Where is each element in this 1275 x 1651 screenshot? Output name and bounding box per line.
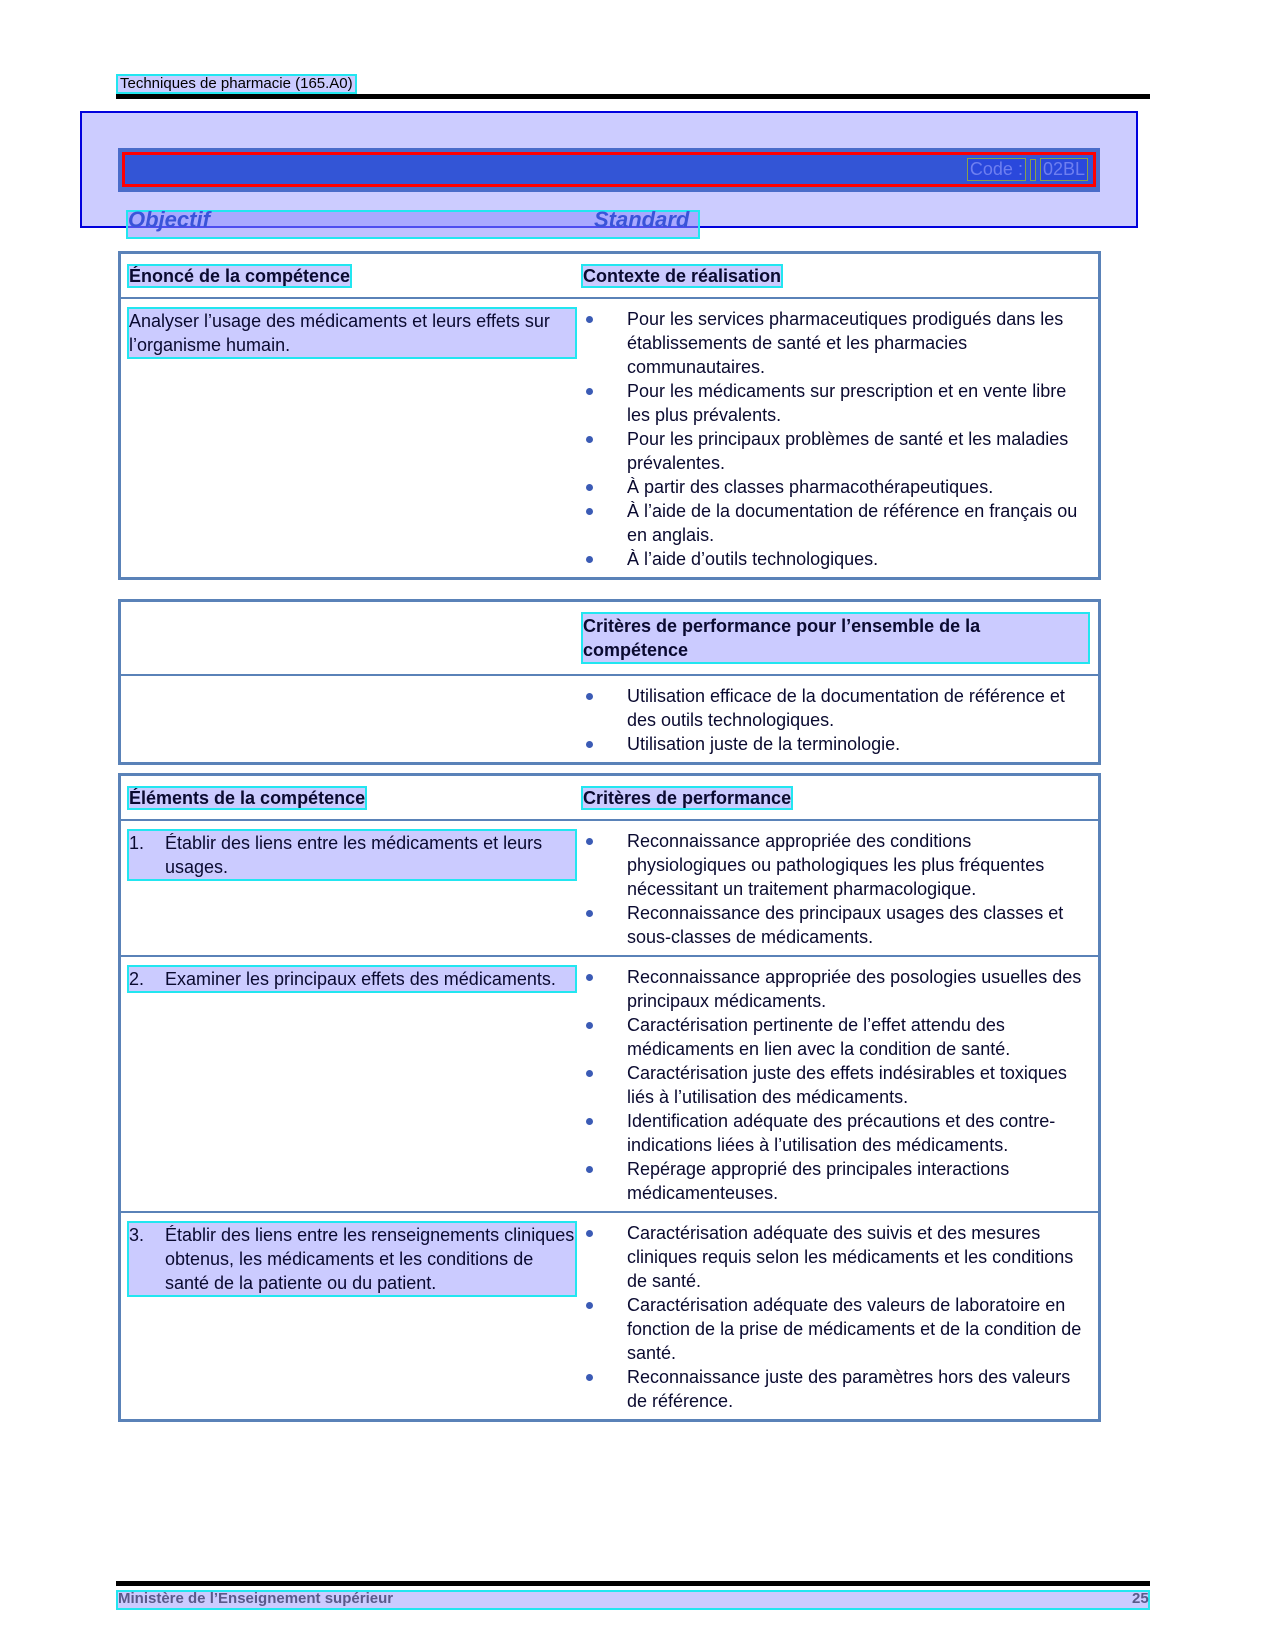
table-row (121, 674, 1098, 762)
footer-ministry: Ministère de l’Enseignement supérieur (118, 1590, 394, 1607)
criteria-list (583, 829, 1088, 949)
element-3 (129, 1223, 575, 1295)
list-item: Pour les services pharmaceutiques prodigués dans les établissements de santé et les pharmacies communautaires. (583, 307, 1088, 379)
elements-table (118, 773, 1101, 1422)
code-value: 02BL (1042, 159, 1085, 179)
list-item: Repérage approprié des principales interactions médicamenteuses. (583, 1157, 1088, 1205)
objective-heading: Objectif (128, 207, 210, 232)
table-row (121, 955, 1098, 1211)
table-row (121, 1211, 1098, 1419)
element-number: 2. (129, 969, 145, 989)
element-2 (129, 967, 575, 991)
element-text: Examiner les principaux effets des médicaments. (165, 969, 556, 989)
footer-rule (116, 1581, 1150, 1586)
program-title: Techniques de pharmacie (165.A0) (120, 75, 353, 92)
list-item: Identification adéquate des précautions et des contre-indications liées à l’utilisation des médicaments. (583, 1109, 1088, 1157)
element-number: 3. (129, 1225, 145, 1245)
list-item: Utilisation juste de la terminologie. (583, 732, 1088, 756)
table-header-row (121, 602, 1098, 674)
element-text: Établir des liens entre les médicaments et leurs usages. (165, 833, 543, 877)
list-item: Caractérisation adéquate des suivis et des mesures cliniques requis selon les médicaments et les conditions de santé. (583, 1221, 1088, 1293)
statement-header: Énoncé de la compétence (129, 266, 351, 286)
competence-table (118, 251, 1101, 580)
context-list (583, 307, 1088, 571)
list-item: Caractérisation adéquate des valeurs de laboratoire en fonction de la prise de médicaments et de la condition de santé. (583, 1293, 1088, 1365)
code-separator (1031, 160, 1035, 180)
code-bar (122, 152, 1096, 187)
element-1 (129, 831, 575, 879)
elements-header: Éléments de la compétence (129, 788, 366, 808)
list-item: Reconnaissance appropriée des conditions physiologiques ou pathologiques les plus fréquentes nécessitant un traitement pharmacologique. (583, 829, 1088, 901)
global-criteria-list (583, 684, 1088, 756)
table-row (121, 297, 1098, 577)
table-row (121, 819, 1098, 955)
list-item: Caractérisation pertinente de l’effet attendu des médicaments en lien avec la condition de santé. (583, 1013, 1088, 1061)
code-field (968, 159, 1087, 180)
context-header: Contexte de réalisation (583, 266, 782, 286)
list-item: À l’aide d’outils technologiques. (583, 547, 1088, 571)
list-item: À l’aide de la documentation de référence en français ou en anglais. (583, 499, 1088, 547)
list-item: À partir des classes pharmacothérapeutiques. (583, 475, 1088, 499)
criteria-list (583, 1221, 1088, 1413)
element-text: Établir des liens entre les renseignements cliniques obtenus, les médicaments et les conditions de santé de la patiente ou du patient. (165, 1225, 575, 1293)
header-rule (116, 94, 1150, 99)
list-item: Reconnaissance appropriée des posologies usuelles des principaux médicaments. (583, 965, 1088, 1013)
code-label: Code : (969, 159, 1023, 179)
table-header-row (121, 776, 1098, 819)
list-item: Reconnaissance des principaux usages des classes et sous-classes de médicaments. (583, 901, 1088, 949)
list-item: Pour les médicaments sur prescription et en vente libre les plus prévalents. (583, 379, 1088, 427)
standard-heading: Standard (594, 207, 690, 232)
competence-statement: Analyser l’usage des médicaments et leurs effets sur l’organisme humain. (129, 309, 575, 357)
page-number: 25 (1132, 1590, 1149, 1607)
criteria-list (583, 965, 1088, 1205)
list-item: Pour les principaux problèmes de santé et les maladies prévalentes. (583, 427, 1088, 475)
table-header-row (121, 254, 1098, 297)
list-item: Utilisation efficace de la documentation de référence et des outils technologiques. (583, 684, 1088, 732)
global-criteria-table (118, 599, 1101, 765)
criteria-header: Critères de performance (583, 788, 792, 808)
list-item: Caractérisation juste des effets indésirables et toxiques liés à l’utilisation des médicaments. (583, 1061, 1088, 1109)
global-criteria-header: Critères de performance pour l’ensemble de la compétence (583, 614, 1088, 662)
element-number: 1. (129, 833, 145, 853)
list-item: Reconnaissance juste des paramètres hors des valeurs de référence. (583, 1365, 1088, 1413)
